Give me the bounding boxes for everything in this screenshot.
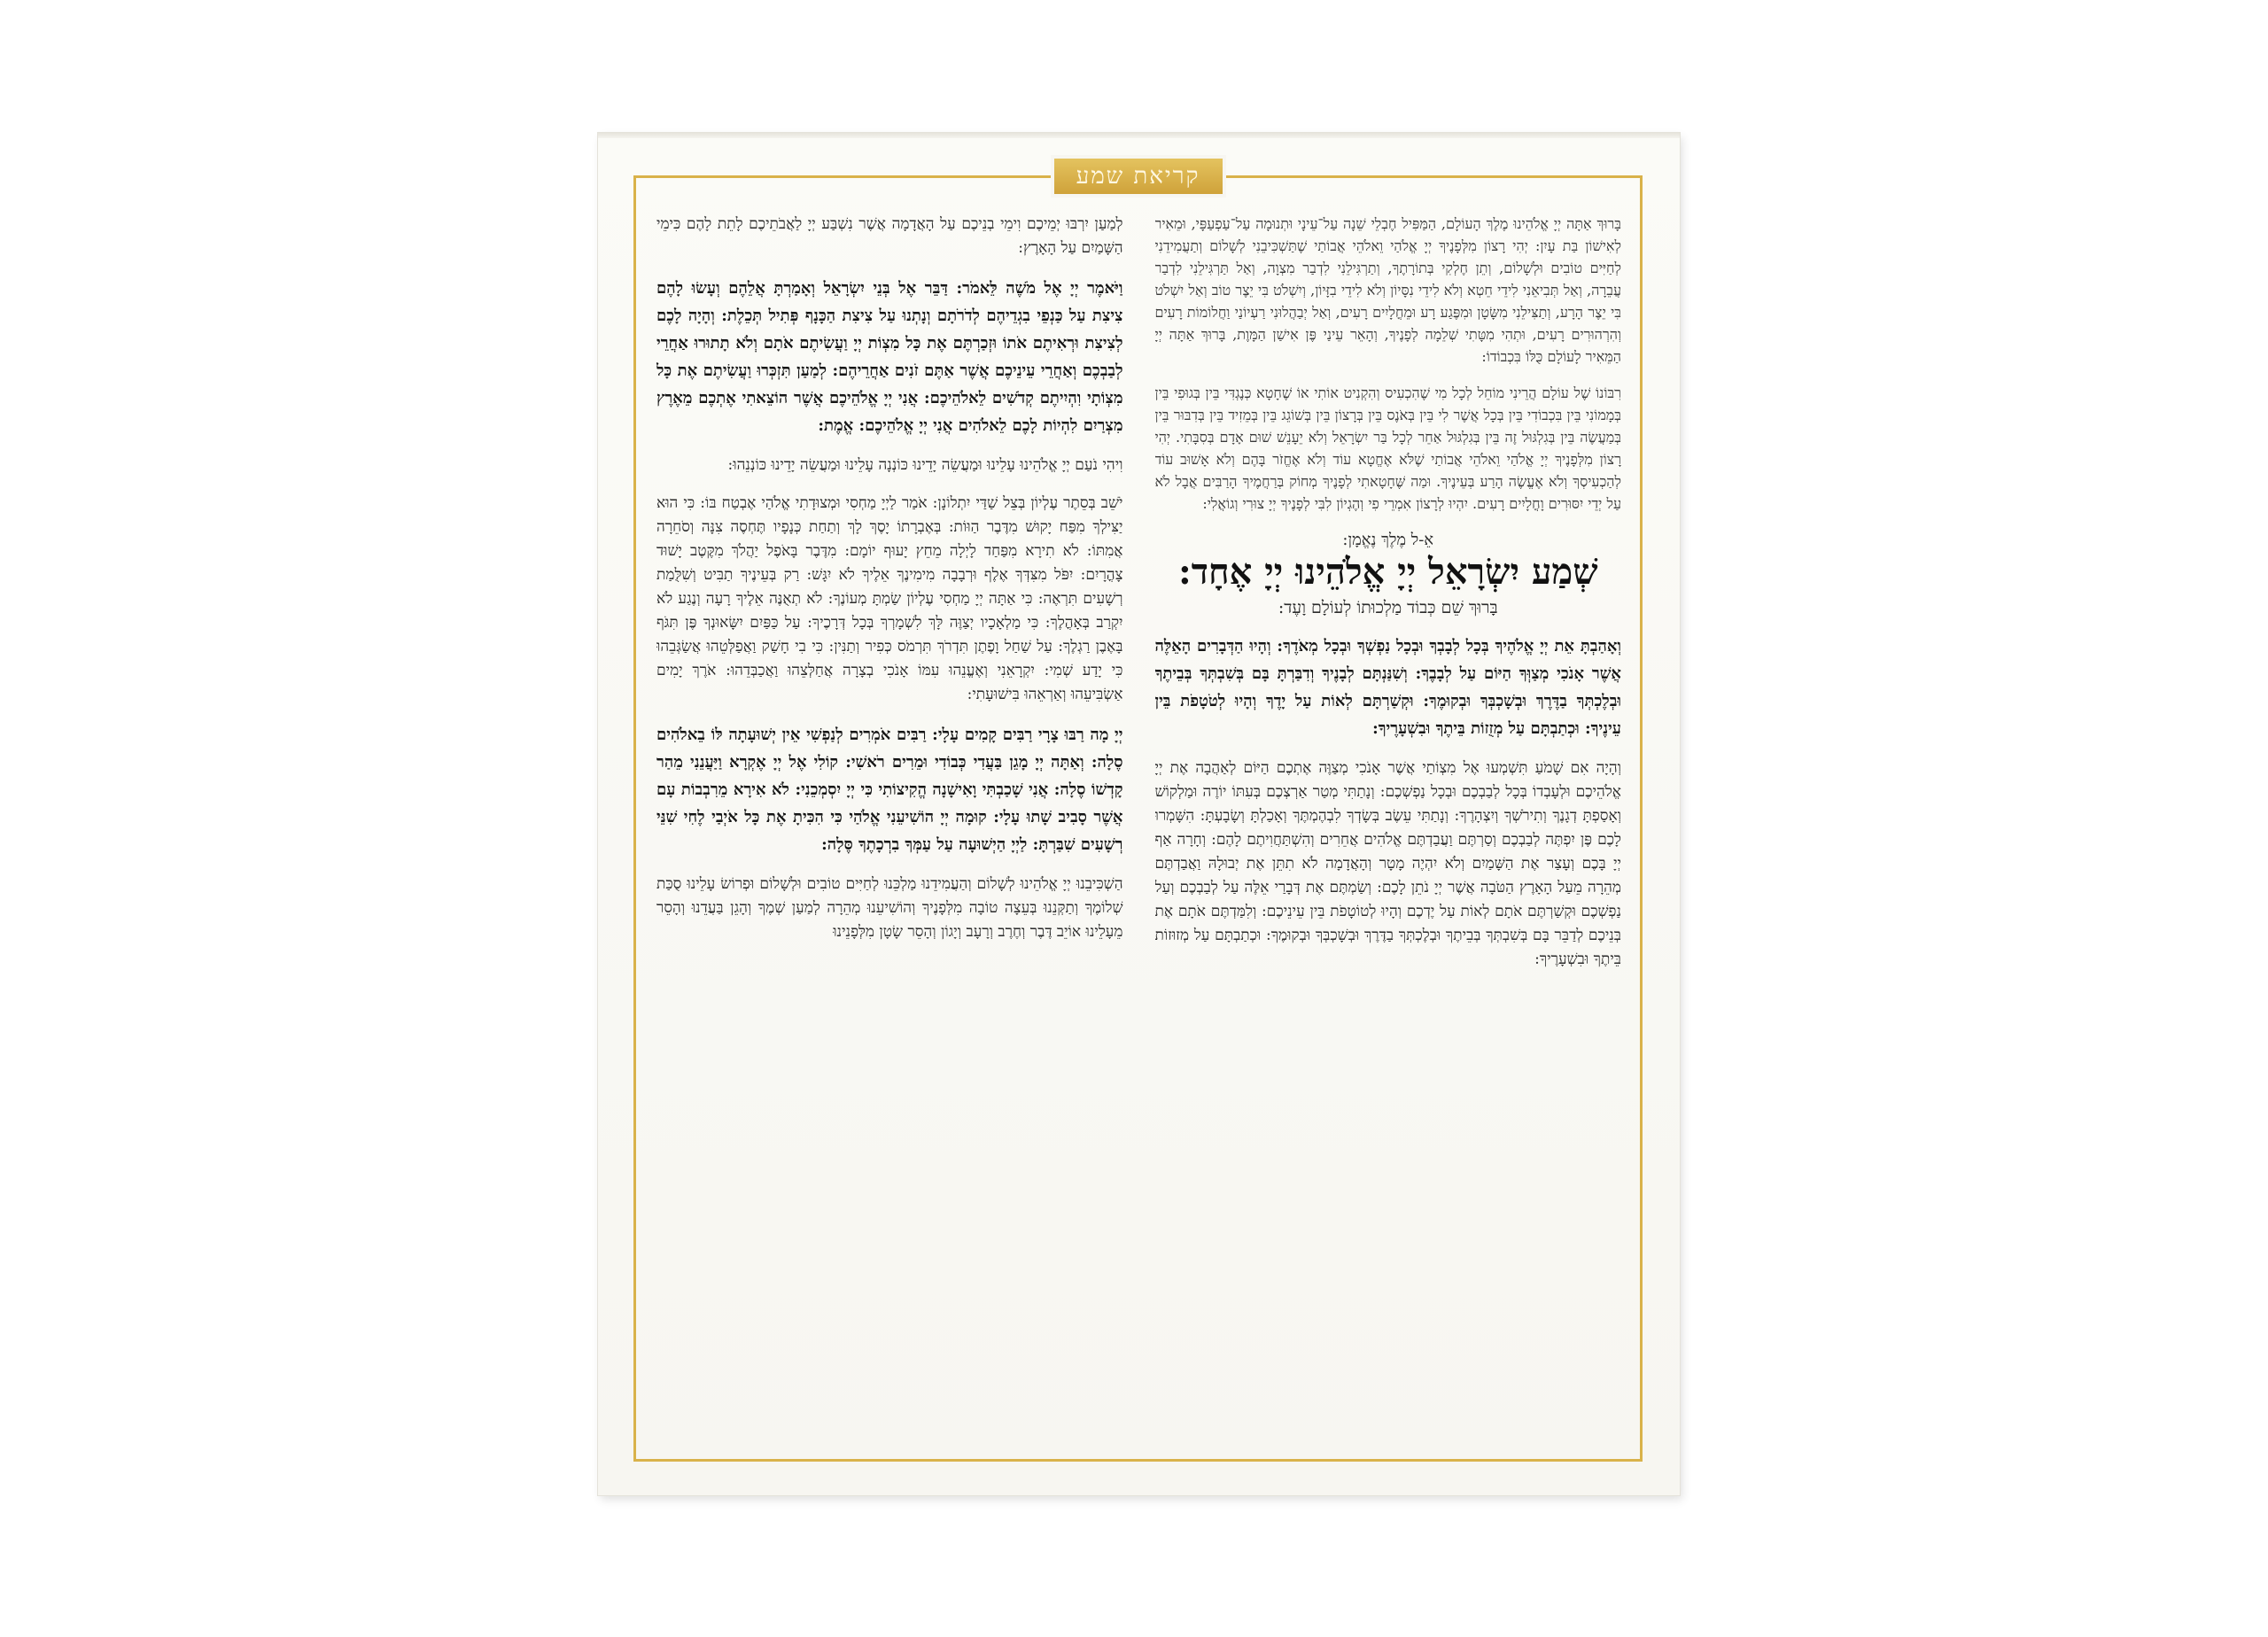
ma-rabu-paragraph: יְיָ מָה רַבּוּ צָרָי רַבִּים קָמִים עָלָי: רַבִּים אֹמְרִים לְנַפְשִׁי אֵין יְשׁוּעָתָה לּוֹ בֵאלֹהִים סֶלָה: וְאַתָּה יְיָ מָגֵן בַּעֲדִי כְּבוֹדִי וּמֵרִים רֹאשִׁי: קוֹלִי אֶל יְיָ אֶקְרָא וַיַּעֲנֵנִי מֵהַר קָדְשׁוֹ סֶלָה: אֲנִי שָׁכַבְתִּי וָאִישָׁנָה הֱקִיצוֹתִי כִּי יְיָ יִסְמְכֵנִי: לֹא אִירָא מֵרִבְבוֹת עָם אֲשֶׁר סָבִיב שָׁתוּ עָלָי: קוּמָה יְיָ הוֹשִׁיעֵנִי אֱלֹהַי כִּי הִכִּיתָ אֶת כָּל אֹיְבַי לֶחִי שִׁנֵּי רְשָׁעִים שִׁבַּרְתָּ: לַיְיָ הַיְשׁוּעָה עַל עַמְּךָ בִרְכָתֶךָ סֶּלָה: xyxy=(656,725,1123,854)
vihi-noam-paragraph: וִיהִי נֹעַם יְיָ אֱלֹהֵינוּ עָלֵינוּ וּמַעֲשֵׂה יָדֵינוּ כּוֹנְנָה עָלֵינוּ וּמַעֲשֵׂה יָדֵינוּ כּוֹנְנֵהוּ: xyxy=(727,456,1123,474)
right-column xyxy=(1155,213,1622,1437)
hamapil-blessing: בָּרוּךְ אַתָּה יְיָ אֱלֹהֵינוּ מֶלֶךְ הָעוֹלָם, הַמַּפִּיל חֶבְלֵי שֵׁנָה עַל־עֵינָי וּתְנוּמָה עַל־עַפְעַפָּי, וּמֵאִיר לְאִישׁוֹן בַּת עָיִן: יְהִי רָצוֹן מִלְּפָנֶיךָ יְיָ אֱלֹהַי וֵאלֹהֵי אֲבוֹתַי שֶׁתַּשְׁכִּיבֵנִי לְשָׁלוֹם וְתַעֲמִידֵנִי לְחַיִּים טוֹבִים וּלְשָׁלוֹם, וְתֵן חֶלְקִי בְּתוֹרָתֶךָ, וְתַרְגִּילֵנִי לִדְבַר מִצְוָה, וְאַל תַּרְגִּילֵנִי לִדְבַר עֲבֵרָה, וְאַל תְּבִיאֵנִי לִידֵי חֵטְא וְלֹא לִידֵי נִסָּיוֹן וְלֹא לִידֵי בִזָּיוֹן, וְיִשְׁלֹט בִּי יֵצֶר טוֹב וְאַל יִשְׁלֹט בִּי יֵצֶר הָרָע, וְתַצִּילֵנִי מִשָּׂטָן וּמִפֶּגַע רָע וּמֵחֳלָיִים רָעִים, וְאַל יְבַהֲלוּנִי רַעְיוֹנַי וַחֲלוֹמוֹת רָעִים וְהִרְהוּרִים רָעִים, וּתְהִי מִטָּתִי שְׁלֵמָה לְפָנֶיךָ, וְהָאֵר עֵינַי פֶּן אִישַׁן הַמָּוֶת, בָּרוּךְ אַתָּה יְיָ הַמֵּאִיר לָעוֹלָם כֻּלּוֹ בִּכְבוֹדוֹ: xyxy=(1154,215,1621,365)
plaque-title-banner: קריאת שמע xyxy=(1054,159,1223,194)
vayomer-paragraph: וַיֹּאמֶר יְיָ אֶל מֹשֶׁה לֵּאמֹר: דַּבֵּר אֶל בְּנֵי יִשְׂרָאֵל וְאָמַרְתָּ אֲלֵהֶם וְעָשׂוּ לָהֶם צִיצִת עַל כַּנְפֵי בִגְדֵיהֶם לְדֹרֹתָם וְנָתְנוּ עַל צִיצִת הַכָּנָף פְּתִיל תְּכֵלֶת: וְהָיָה לָכֶם לְצִיצִת וּרְאִיתֶם אֹתוֹ וּזְכַרְתֶּם אֶת כָּל מִצְוֹת יְיָ וַעֲשִׂיתֶם אֹתָם וְלֹא תָתוּרוּ אַחֲרֵי לְבַבְכֶם וְאַחֲרֵי עֵינֵיכֶם אֲשֶׁר אַתֶּם זֹנִים אַחֲרֵיהֶם: לְמַעַן תִּזְכְּרוּ וַעֲשִׂיתֶם אֶת כָּל מִצְוֹתָי וִהְיִיתֶם קְדֹשִׁים לֵאלֹהֵיכֶם: אֲנִי יְיָ אֱלֹהֵיכֶם אֲשֶׁר הוֹצֵאתִי אֶתְכֶם מֵאֶרֶץ מִצְרַיִם לִהְיוֹת לָכֶם לֵאלֹהִים אֲנִי יְיָ אֱלֹהֵיכֶם: אֱמֶת: xyxy=(656,279,1123,435)
el-melech-line: אֵ-ל מֶלֶךְ נֶאֱמָן: xyxy=(1342,531,1434,549)
yoshev-paragraph: יֹשֵׁב בְּסֵתֶר עֶלְיוֹן בְּצֵל שַׁדַּי יִתְלוֹנָן: אֹמַר לַיְיָ מַחְסִי וּמְצוּדָתִי אֱלֹהַי אֶבְטַח בּוֹ: כִּי הוּא יַצִּילְךָ מִפַּח יָקוּשׁ מִדֶּבֶר הַוּוֹת: בְּאֶבְרָתוֹ יָסֶךְ לָךְ וְתַחַת כְּנָפָיו תֶּחְסֶה צִנָּה וְסֹחֵרָה אֲמִתּוֹ: לֹא תִירָא מִפַּחַד לָיְלָה מֵחֵץ יָעוּף יוֹמָם: מִדֶּבֶר בָּאֹפֶל יַהֲלֹךְ מִקֶּטֶב יָשׁוּד צָהֳרָיִם: יִפֹּל מִצִּדְּךָ אֶלֶף וּרְבָבָה מִימִינֶךָ אֵלֶיךָ לֹא יִגָּשׁ: רַק בְּעֵינֶיךָ תַבִּיט וְשִׁלֻּמַת רְשָׁעִים תִּרְאֶה: כִּי אַתָּה יְיָ מַחְסִי עֶלְיוֹן שַׂמְתָּ מְעוֹנֶךָ: לֹא תְאֻנֶּה אֵלֶיךָ רָעָה וְנֶגַע לֹא יִקְרַב בְּאָהֳלֶךָ: כִּי מַלְאָכָיו יְצַוֶּה לָּךְ לִשְׁמָרְךָ בְּכָל דְּרָכֶיךָ: עַל כַּפַּיִם יִשָּׂאוּנְךָ פֶּן תִּגֹּף בָּאֶבֶן רַגְלֶךָ: עַל שַׁחַל וָפֶתֶן תִּדְרֹךְ תִּרְמֹס כְּפִיר וְתַנִּין: כִּי בִי חָשַׁק וַאֲפַלְּטֵהוּ אֲשַׂגְּבֵהוּ כִּי יָדַע שְׁמִי: יִקְרָאֵנִי וְאֶעֱנֵהוּ עִמּוֹ אָנֹכִי בְצָרָה אֲחַלְּצֵהוּ וַאֲכַבְּדֵהוּ: אֹרֶךְ יָמִים אַשְׂבִּיעֵהוּ וְאַרְאֵהוּ בִּישׁוּעָתִי: xyxy=(656,494,1123,703)
veahavta-paragraph: וְאָהַבְתָּ אֵת יְיָ אֱלֹהֶיךָ בְּכָל לְבָבְךָ וּבְכָל נַפְשְׁךָ וּבְכָל מְאֹדֶךָ: וְהָיוּ הַדְּבָרִים הָאֵלֶּה אֲשֶׁר אָנֹכִי מְצַוְּךָ הַיּוֹם עַל לְבָבֶךָ: וְשִׁנַּנְתָּם לְבָנֶיךָ וְדִבַּרְתָּ בָּם בְּשִׁבְתְּךָ בְּבֵיתֶךָ וּבְלֶכְתְּךָ בַדֶּרֶךְ וּבְשָׁכְבְּךָ וּבְקוּמֶךָ: וּקְשַׁרְתָּם לְאוֹת עַל יָדֶךָ וְהָיוּ לְטֹטָפֹת בֵּין עֵינֶיךָ: וּכְתַבְתָּם עַל מְזֻזוֹת בֵּיתֶךָ וּבִשְׁעָרֶיךָ: xyxy=(1154,637,1621,738)
plaque-top-edge xyxy=(598,133,1680,138)
ribono-prayer: רִבּוֹנוֹ שֶׁל עוֹלָם הֲרֵינִי מוֹחֵל לְכָל מִי שֶׁהִכְעִיס וְהִקְנִיט אוֹתִי אוֹ שֶׁחָטָא כְּנֶגְדִּי בֵּין בְּגוּפִי בֵּין בְּמָמוֹנִי בֵּין בִּכְבוֹדִי בֵּין בְּכָל אֲשֶׁר לִי בֵּין בְּאֹנֶס בֵּין בְּרָצוֹן בֵּין בְּשׁוֹגֵג בֵּין בְּמֵזִיד בֵּין בְּדִבּוּר בֵּין בְּמַעֲשֶׂה בֵּין בְּגִלְגּוּל זֶה בֵּין בְּגִלְגּוּל אַחֵר לְכָל בַּר יִשְׂרָאֵל וְלֹא יֵעָנֵשׁ שׁוּם אָדָם בְּסִבָּתִי. יְהִי רָצוֹן מִלְּפָנֶיךָ יְיָ אֱלֹהַי וֵאלֹהֵי אֲבוֹתַי שֶׁלֹּא אֶחֱטָא עוֹד וְלֹא אֶחֱזֹר בָּהֶם וְלֹא אָשׁוּב עוֹד לְהַכְעִיסְךָ וְלֹא אֶעֱשֶׂה הָרַע בְּעֵינֶיךָ. וּמַה שֶּׁחָטָאתִי לְפָנֶיךָ מְחוֹק בְּרַחֲמֶיךָ הָרַבִּים אֲבָל לֹא עַל יְדֵי יִסּוּרִים וָחֳלָיִים רָעִים. יִהְיוּ לְרָצוֹן אִמְרֵי פִי וְהֶגְיוֹן לִבִּי לְפָנֶיךָ יְיָ צוּרִי וְגוֹאֲלִי: xyxy=(1154,384,1621,512)
shema-plaque xyxy=(598,133,1680,1495)
baruch-shem-line: בָּרוּךְ שֵׁם כְּבוֹד מַלְכוּתוֹ לְעוֹלָם וָעֶד: xyxy=(1278,598,1498,617)
text-columns xyxy=(656,213,1621,1437)
lemaan-paragraph: לְמַעַן יִרְבּוּ יְמֵיכֶם וִימֵי בְנֵיכֶם עַל הָאֲדָמָה אֲשֶׁר נִשְׁבַּע יְיָ לַאֲבֹתֵיכֶם לָתֵת לָהֶם כִּימֵי הַשָּׁמַיִם עַל הָאָרֶץ: xyxy=(656,215,1123,257)
left-column xyxy=(656,213,1123,1437)
hashkivenu-paragraph: הַשְׁכִּיבֵנוּ יְיָ אֱלֹהֵינוּ לְשָׁלוֹם וְהַעֲמִידֵנוּ מַלְכֵּנוּ לְחַיִּים טוֹבִים וּלְשָׁלוֹם וּפְרוֹשׂ עָלֵינוּ סֻכַּת שְׁלוֹמֶךָ וְתַקְּנֵנוּ בְּעֵצָה טוֹבָה מִלְּפָנֶיךָ וְהוֹשִׁיעֵנוּ מְהֵרָה לְמַעַן שְׁמֶךָ וְהָגֵן בַּעֲדֵנוּ וְהָסֵר מֵעָלֵינוּ אוֹיֵב דֶּבֶר וְחֶרֶב וְרָעָב וְיָגוֹן וְהָסֵר שָׂטָן מִלְּפָנֵינוּ xyxy=(656,875,1123,941)
shema-heading: שְׁמַע יִשְׂרָאֵל יְיָ אֱלֹהֵינוּ יְיָ אֶחָד: xyxy=(1177,551,1598,593)
vehaya-paragraph: וְהָיָה אִם שָׁמֹעַ תִּשְׁמְעוּ אֶל מִצְוֹתַי אֲשֶׁר אָנֹכִי מְצַוֶּה אֶתְכֶם הַיּוֹם לְאַהֲבָה אֶת יְיָ אֱלֹהֵיכֶם וּלְעָבְדוֹ בְּכָל לְבַבְכֶם וּבְכָל נַפְשְׁכֶם: וְנָתַתִּי מְטַר אַרְצְכֶם בְּעִתּוֹ יוֹרֶה וּמַלְקוֹשׁ וְאָסַפְתָּ דְגָנֶךָ וְתִירֹשְׁךָ וְיִצְהָרֶךָ: וְנָתַתִּי עֵשֶׂב בְּשָׂדְךָ לִבְהֶמְתֶּךָ וְאָכַלְתָּ וְשָׂבָעְתָּ: הִשָּׁמְרוּ לָכֶם פֶּן יִפְתֶּה לְבַבְכֶם וְסַרְתֶּם וַעֲבַדְתֶּם אֱלֹהִים אֲחֵרִים וְהִשְׁתַּחֲוִיתֶם לָהֶם: וְחָרָה אַף יְיָ בָּכֶם וְעָצַר אֶת הַשָּׁמַיִם וְלֹא יִהְיֶה מָטָר וְהָאֲדָמָה לֹא תִתֵּן אֶת יְבוּלָהּ וַאֲבַדְתֶּם מְהֵרָה מֵעַל הָאָרֶץ הַטֹּבָה אֲשֶׁר יְיָ נֹתֵן לָכֶם: וְשַׂמְתֶּם אֶת דְּבָרַי אֵלֶּה עַל לְבַבְכֶם וְעַל נַפְשְׁכֶם וּקְשַׁרְתֶּם אֹתָם לְאוֹת עַל יֶדְכֶם וְהָיוּ לְטוֹטָפֹת בֵּין עֵינֵיכֶם: וְלִמַּדְתֶּם אֹתָם אֶת בְּנֵיכֶם לְדַבֵּר בָּם בְּשִׁבְתְּךָ בְּבֵיתֶךָ וּבְלֶכְתְּךָ בַדֶּרֶךְ וּבְשָׁכְבְּךָ וּבְקוּמֶךָ: וּכְתַבְתָּם עַל מְזוּזוֹת בֵּיתֶךָ וּבִשְׁעָרֶיךָ: xyxy=(1154,759,1621,968)
